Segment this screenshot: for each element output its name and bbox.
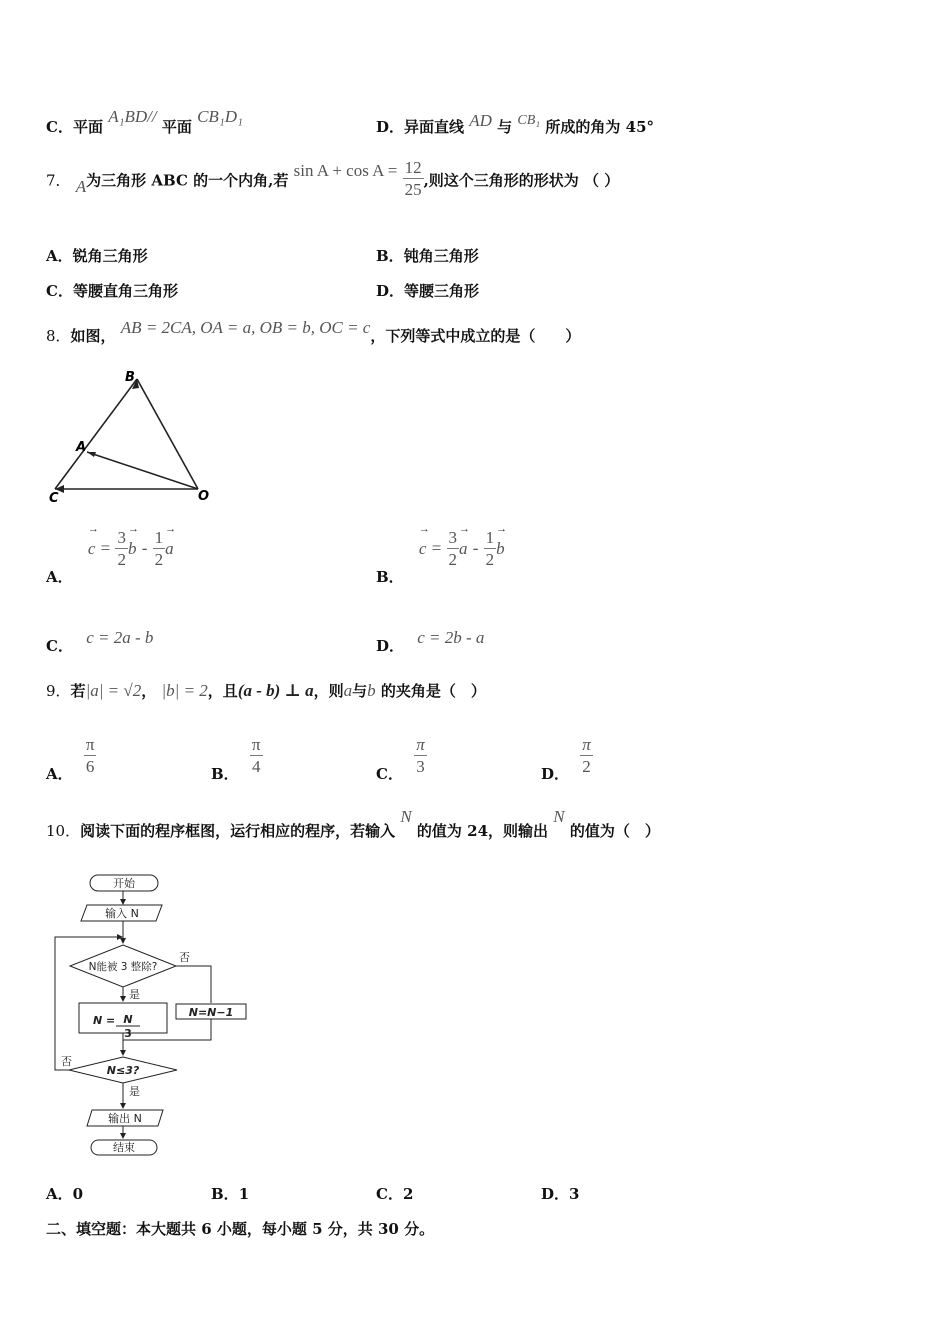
math-op: = — [100, 538, 111, 558]
option-label: B． — [376, 247, 404, 265]
option-text: 1 — [238, 1185, 250, 1203]
question-text: 的值为 24，则输出 — [416, 822, 549, 840]
option-text: 异面直线 — [404, 118, 465, 136]
flow-no-label: 否 — [61, 1055, 72, 1068]
math-var: → a — [165, 539, 174, 559]
math-var: N — [553, 807, 565, 826]
math-var: → b — [128, 539, 137, 559]
question-number: 10． — [46, 822, 81, 840]
option-label: A． — [46, 247, 73, 265]
question-number: 9． — [46, 682, 71, 700]
math-expr: CB₁D₁ — [197, 107, 243, 126]
math-fraction — [414, 735, 427, 778]
q9-option-b[interactable] — [211, 735, 263, 783]
q10-option-b[interactable] — [211, 1183, 249, 1204]
question-text: 阅读下面的程序框图，运行相应的程序，若输入 — [80, 822, 396, 840]
fraction-numerator: π — [85, 735, 95, 754]
q7-option-c[interactable] — [46, 280, 178, 301]
q8-option-b[interactable] — [376, 528, 505, 586]
math-var: → a — [459, 539, 468, 559]
option-label: A． — [46, 1185, 73, 1203]
q8-option-a[interactable] — [46, 528, 174, 586]
fraction-numerator: 1 — [485, 528, 495, 547]
fraction-numerator: 3 — [448, 528, 458, 547]
option-label: B． — [376, 567, 404, 586]
option-label: A． — [46, 567, 73, 586]
fraction-denominator: 6 — [85, 757, 95, 776]
math-expr: AD — [469, 111, 492, 130]
flow-input-label: 输入 N — [105, 907, 139, 920]
option-label: A． — [46, 764, 73, 783]
q6-option-c[interactable] — [46, 107, 243, 137]
question-text: ,则这个三角形的形状为 （ ） — [423, 171, 620, 190]
math-expr: A₁BD// — [108, 107, 157, 126]
option-label: C． — [376, 764, 403, 783]
triangle-figure — [40, 365, 220, 510]
math-fraction — [447, 528, 460, 571]
math-fraction — [250, 735, 263, 778]
fraction-denominator: 25 — [404, 180, 422, 199]
fraction-numerator: π — [416, 735, 425, 754]
label-b: B — [125, 370, 135, 385]
option-text: 平面 — [161, 118, 192, 136]
option-label: B． — [211, 764, 239, 783]
fraction-numerator: π — [251, 735, 261, 754]
fraction-denominator: 4 — [251, 757, 261, 776]
q10-option-c[interactable] — [376, 1183, 413, 1204]
option-text: 与 — [497, 118, 513, 136]
math-expr: CB₁ — [517, 113, 541, 128]
q9-option-d[interactable] — [541, 735, 593, 783]
math-expr: AB = 2CA, OA = a, OB = b, OC = c — [120, 318, 371, 337]
question-text: 的值为（ ） — [569, 822, 660, 840]
math-op: - — [141, 538, 148, 558]
option-label: D． — [376, 637, 405, 655]
option-label: C． — [46, 282, 73, 300]
math-fraction — [84, 735, 97, 778]
segment-bc — [55, 379, 137, 489]
math-expr: |b| = 2 — [161, 681, 208, 700]
option-label: C． — [376, 1185, 403, 1203]
arrow-a — [87, 452, 96, 457]
option-text: 等腰三角形 — [404, 282, 480, 300]
q10-option-d[interactable] — [541, 1183, 579, 1204]
fraction-numerator: N — [123, 1013, 133, 1026]
label-c: C — [49, 491, 59, 506]
question-text: ， — [141, 682, 157, 700]
q8-option-c[interactable] — [46, 627, 154, 655]
math-var: A — [75, 176, 87, 196]
q7-option-a[interactable] — [46, 245, 148, 266]
math-fraction — [115, 528, 128, 571]
question-text: 与 — [352, 682, 368, 700]
fraction-numerator: 12 — [404, 158, 422, 177]
fraction-denominator: 2 — [154, 550, 164, 569]
section-2-title: 二、填空题：本大题共 6 小题，每小题 5 分，共 30 分。 — [46, 1220, 435, 1238]
flow-cond1-label: N能被 3 整除? — [88, 961, 158, 973]
math-var: → c — [88, 539, 96, 559]
question-number: 8． — [46, 327, 71, 345]
math-expr: c = 2a - b — [86, 628, 154, 647]
fraction-denominator: 2 — [582, 757, 591, 776]
q7-option-b[interactable] — [376, 245, 479, 266]
q9-stem — [46, 680, 486, 701]
question-number: 7． — [46, 171, 71, 190]
label-o: O — [198, 489, 210, 504]
math-expr: (a - b) ⊥ a — [237, 681, 314, 700]
flow-end-label: 结束 — [113, 1141, 135, 1154]
math-fraction — [403, 158, 424, 201]
fraction-denominator: 2 — [485, 550, 495, 569]
question-text: 的夹角是（ ） — [380, 682, 486, 700]
math-fraction — [153, 528, 166, 571]
option-text: 钝角三角形 — [403, 247, 479, 265]
option-label: D． — [376, 282, 405, 300]
q7-stem — [46, 160, 619, 203]
option-text: 3 — [569, 1185, 580, 1203]
flow-yes-label: 是 — [129, 1085, 140, 1098]
math-var: → c — [419, 539, 427, 559]
option-label: C． — [46, 118, 73, 136]
q8-stem — [46, 318, 581, 346]
math-expr: c = 2b - a — [417, 628, 485, 647]
option-text: 2 — [402, 1185, 414, 1203]
question-text: 如图， — [70, 327, 116, 345]
math-expr: sin A + cos A = — [293, 160, 398, 180]
option-text: 0 — [72, 1185, 84, 1203]
flowchart — [45, 870, 265, 1165]
option-label: C． — [46, 637, 73, 655]
option-label: D． — [541, 1185, 570, 1203]
option-text: 锐角三角形 — [72, 247, 148, 265]
math-fraction — [580, 735, 593, 778]
flow-output-label: 输出 N — [108, 1112, 142, 1125]
q9-option-a[interactable] — [46, 735, 96, 783]
math-fraction — [484, 528, 497, 571]
math-expr: |a| = √2 — [85, 681, 142, 700]
label-a: A — [76, 440, 87, 455]
question-text: ，则 — [313, 682, 344, 700]
question-text: 为三角形 ABC 的一个内角,若 — [86, 171, 289, 190]
math-op: = — [431, 538, 442, 558]
option-text: 所成的角为 45° — [545, 118, 655, 136]
q9-option-c[interactable] — [376, 735, 427, 783]
option-text: 等腰直角三角形 — [72, 282, 178, 300]
math-var: N — [400, 807, 412, 826]
flow-yes-label: 是 — [129, 988, 140, 1001]
fraction-numerator: π — [582, 735, 591, 754]
question-text: ，且 — [207, 682, 238, 700]
fraction-denominator: 3 — [124, 1027, 132, 1040]
fraction-numerator: 3 — [117, 528, 126, 547]
math-var: → b — [496, 539, 505, 559]
flow-cond2-label: N≤3? — [106, 1064, 140, 1077]
flow-assign-sub-label: N=N−1 — [188, 1006, 234, 1019]
option-label: D． — [541, 764, 570, 783]
q10-stem — [46, 807, 660, 841]
fraction-denominator: 2 — [448, 550, 458, 569]
fraction-denominator: 2 — [117, 550, 126, 569]
flow-start-label: 开始 — [113, 877, 135, 890]
q8-option-d[interactable] — [376, 627, 485, 655]
question-text: ，下列等式中成立的是（ ） — [370, 327, 581, 345]
q7-option-d[interactable] — [376, 280, 479, 301]
q10-option-a[interactable] — [46, 1183, 83, 1204]
flow-no-label: 否 — [179, 951, 190, 964]
option-label: B． — [211, 1185, 239, 1203]
math-op: - — [472, 538, 479, 558]
flow-no-branch — [176, 966, 211, 1003]
math-var: a — [343, 681, 353, 700]
option-label: D． — [376, 118, 405, 136]
fraction-denominator: 3 — [416, 757, 425, 776]
q6-option-d[interactable] — [376, 111, 655, 137]
math-var: b — [367, 681, 376, 700]
option-text: 平面 — [72, 118, 103, 136]
question-text: 若 — [70, 682, 86, 700]
fraction-numerator: 1 — [154, 528, 164, 547]
flow-assign-div-lhs: N = — [93, 1014, 116, 1027]
